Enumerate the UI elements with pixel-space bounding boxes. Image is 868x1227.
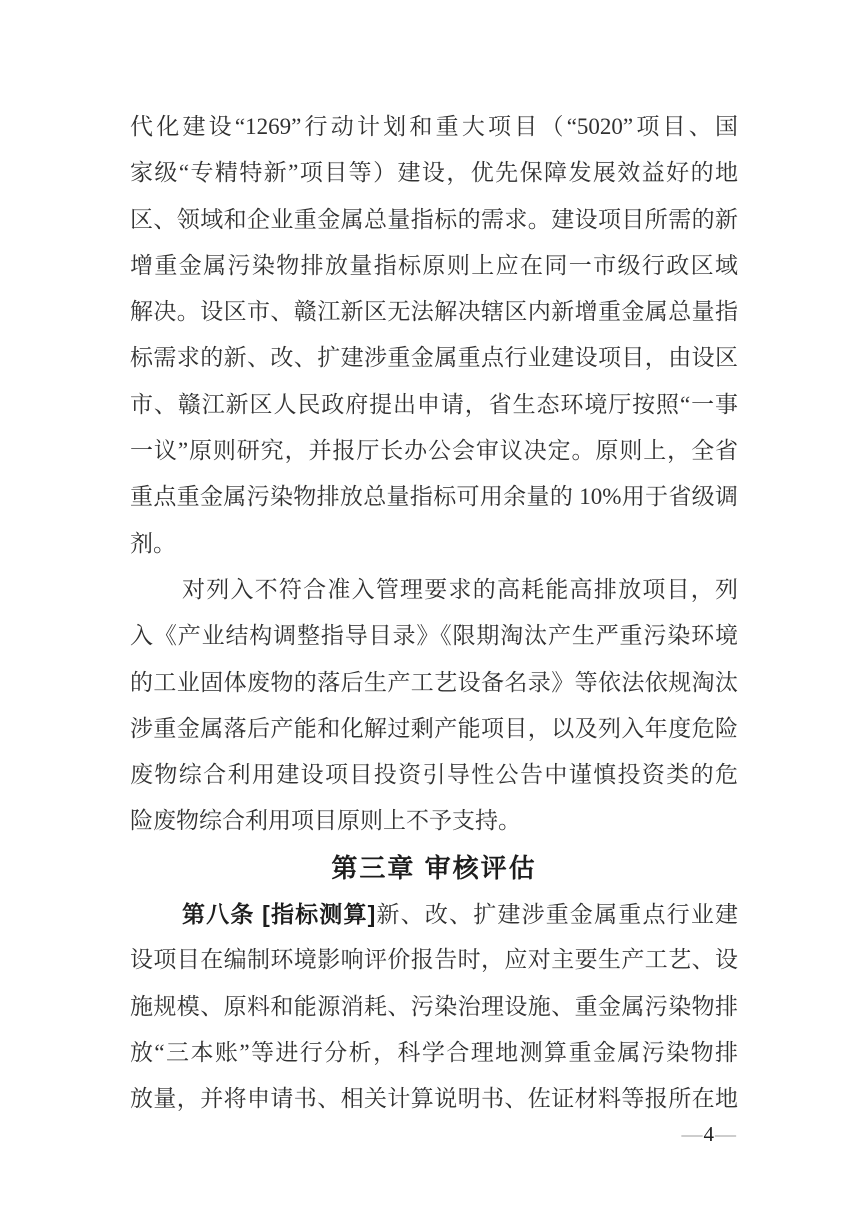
body-text-line: 险废物综合利用项目原则上不予支持。 (130, 808, 521, 834)
body-text-line: 剂。 (130, 530, 176, 556)
article-number-label: 第八条 [指标测算] (182, 901, 376, 928)
page-number-value: 4 (703, 1122, 715, 1146)
body-text-line: 代化建设“1269”行动计划和重大项目（“5020”项目、国 (130, 114, 738, 139)
body-text-line: 解决。设区市、赣江新区无法解决辖区内新增重金属总量指 (130, 299, 738, 325)
body-text-line: 家级“专精特新”项目等）建设，优先保障发展效益好的地 (130, 160, 738, 186)
body-text-line: 入《产业结构调整指导目录》《限期淘汰产生严重污染环境 (130, 623, 738, 649)
body-text-line: 放“三本账”等进行分析，科学合理地测算重金属污染物排 (130, 1039, 738, 1065)
article-lead-text: 新、改、扩建涉重金属重点行业建 (375, 902, 739, 928)
body-text-line: 涉重金属落后产能和化解过剩产能项目，以及列入年度危险 (130, 715, 738, 741)
body-text-line: 的工业固体废物的落后生产工艺设备名录》等依法依规淘汰 (130, 669, 738, 695)
body-text-line: 一议”原则研究，并报厅长办公会审议决定。原则上，全省 (130, 438, 738, 464)
body-text-line: 增重金属污染物排放量指标原则上应在同一市级行政区域 (130, 252, 738, 278)
page-number-dash-right: — (715, 1122, 737, 1146)
chapter-heading: 第三章 审核评估 (331, 852, 537, 883)
body-text-line: 设项目在编制环境影响评价报告时，应对主要生产工艺、设 (130, 947, 738, 973)
body-text-line: 放量，并将申请书、相关计算说明书、佐证材料等报所在地 (130, 1086, 738, 1112)
page-number-dash-left: — (681, 1122, 704, 1146)
body-text-line: 市、赣江新区人民政府提出申请，省生态环境厅按照“一事 (130, 391, 738, 417)
article-first-line (130, 891, 738, 937)
body-text-line: 标需求的新、改、扩建涉重金属重点行业建设项目，由设区 (130, 345, 738, 371)
page-number (682, 1122, 738, 1147)
body-text-line: 施规模、原料和能源消耗、污染治理设施、重金属污染物排 (130, 993, 738, 1019)
document-text-block (130, 104, 738, 1123)
body-text-line: 废物综合利用建设项目投资引导性公告中谨慎投资类的危 (130, 762, 738, 788)
body-text-line: 对列入不符合准入管理要求的高耗能高排放项目，列 (182, 576, 738, 602)
body-text-line: 重点重金属污染物排放总量指标可用余量的 10%用于省级调 (130, 484, 738, 510)
body-text-line: 区、领域和企业重金属总量指标的需求。建设项目所需的新 (130, 206, 738, 232)
